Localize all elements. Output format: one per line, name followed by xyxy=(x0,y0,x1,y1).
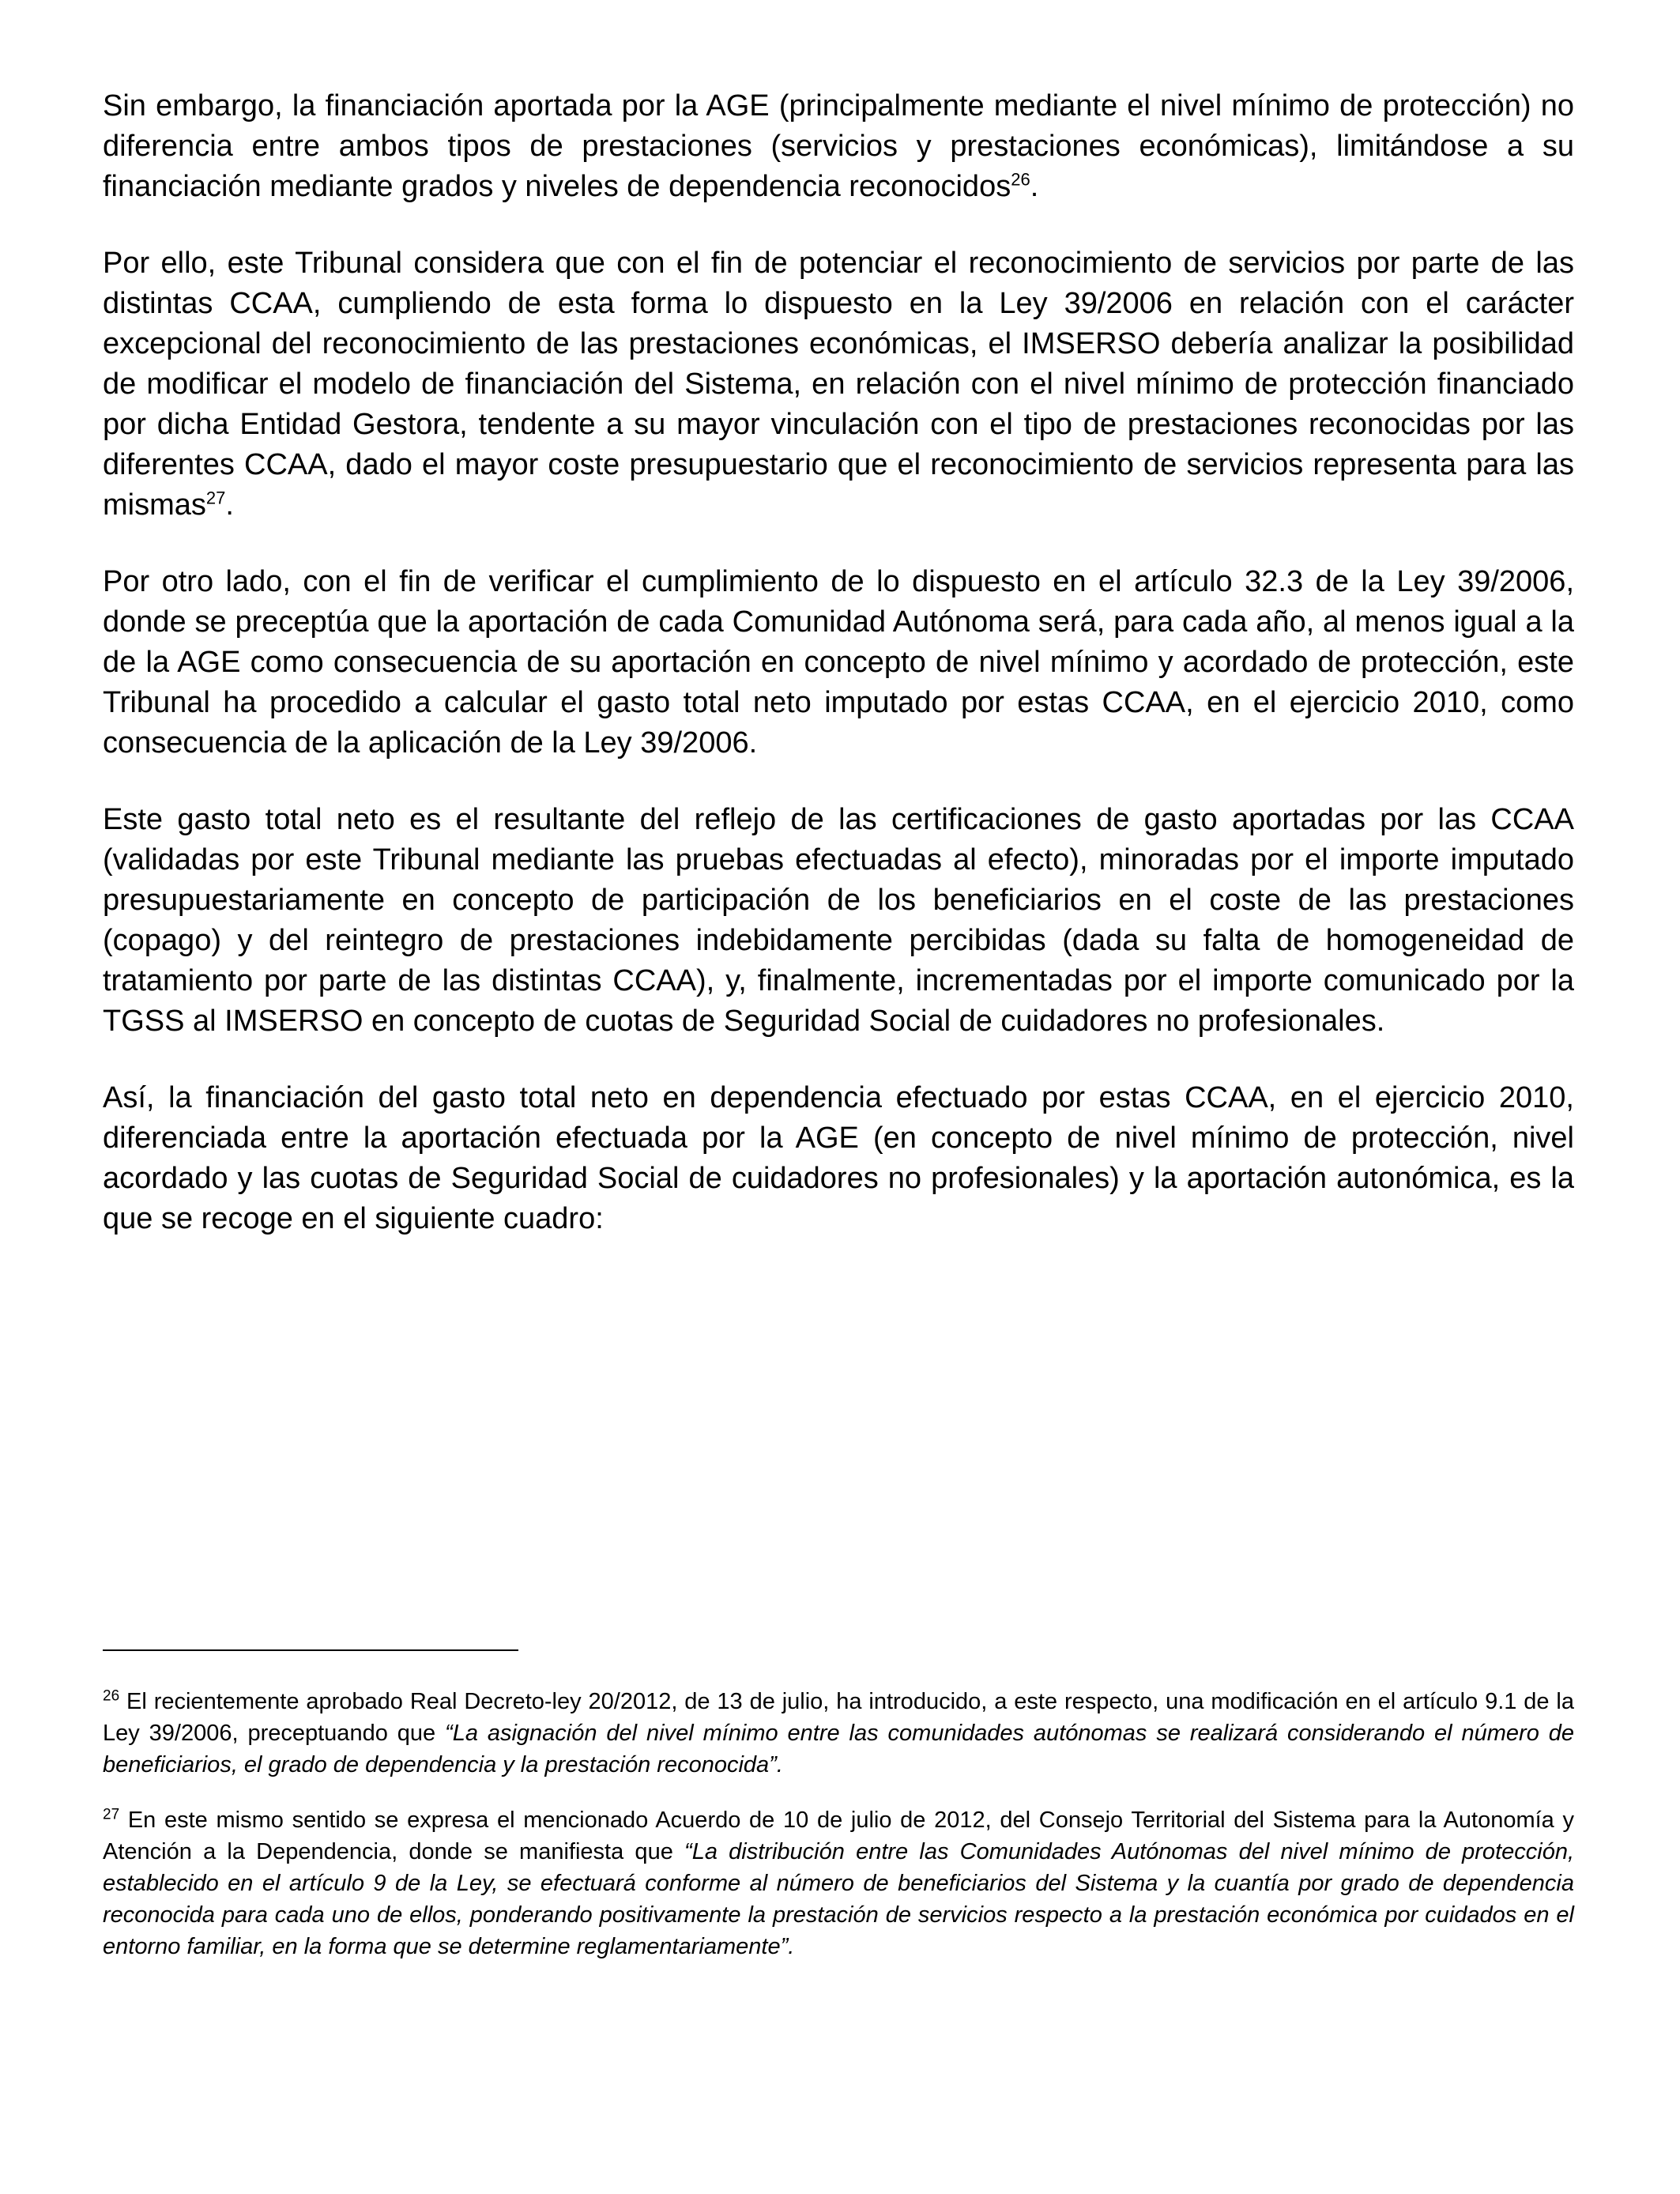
paragraph-2: Por ello, este Tribunal considera que con el fin de potenciar el reconocimiento de servicios por parte de las distintas CCAA, cumpliendo de esta forma lo dispuesto en la Ley 39/2006 en relación con el carácter excepcional del reconocimiento de las prestaciones económicas, el IMSERSO debería analizar la posibilidad de modificar el modelo de financiación del Sistema, en relación con el nivel mínimo de protección financiado por dicha Entidad Gestora, tendente a su mayor vinculación con el tipo de prestaciones reconocidas por las diferentes CCAA, dado el mayor coste presupuestario que el reconocimiento de servicios representa para las mismas$^{27}$. xyxy=(103,247,1574,522)
paragraph-3: Por otro lado, con el fin de verificar el cumplimiento de lo dispuesto en el artículo 32.3 de la Ley 39/2006, donde se preceptúa que la aportación de cada Comunidad Autónoma será, para cada año, al menos igual a la de la AGE como consecuencia de su aportación en concepto de nivel mínimo y acordado de protección, este Tribunal ha procedido a calcular el gasto total neto imputado por estas CCAA, en el ejercicio 2010, como consecuencia de la aplicación de la Ley 39/2006. xyxy=(103,565,1574,760)
footnote-number: 26 xyxy=(103,1687,120,1705)
footnote-27: $^{27}$ En este mismo sentido se expresa el mencionado Acuerdo de 10 de julio de 2012, del Consejo Territorial del Sistema para la Autonomía y Atención a la Dependencia, donde se manifiesta que “La distribución entre las Comunidades Autónomas del nivel mínimo de protección, establecido en el artículo 9 de la Ley, se efectuará conforme al número de beneficiarios del Sistema y la cuantía por grado de dependencia reconocida para cada uno de ellos, ponderando positivamente la prestación de servicios respecto a la prestación económica por cuidados en el entorno familiar, en la forma que se determine reglamentariamente”. xyxy=(103,1806,1575,1959)
footnote-ref-26[interactable]: 26 xyxy=(1011,169,1030,190)
footnote-quote: “La distribución entre las Comunidades Autónomas del nivel mínimo de protección, establecido en el artículo 9 de la Ley, se efectuará conforme al número de beneficiarios del Sistema y la cuantía por grado de dependencia reconocida para cada uno de ellos, ponderando positivamente la prestación de servicios respecto a la prestación económica por cuidados en el entorno familiar, en la forma que se determine reglamentariamente”. xyxy=(103,1839,1575,1959)
footnote-26: $^{26}$ El recientemente aprobado Real Decreto-ley 20/2012, de 13 de julio, ha introducido, a este respecto, una modificación en el artículo 9.1 de la Ley 39/2006, preceptuando que “La asignación del nivel mínimo entre las comunidades autónomas se realizará considerando el número de beneficiarios, el grado de dependencia y la prestación reconocida”. xyxy=(103,1687,1574,1777)
footnote-quote: “La asignación del nivel mínimo entre las comunidades autónomas se realizará considerando el número de beneficiarios, el grado de dependencia y la prestación reconocida”. xyxy=(103,1721,1574,1777)
paragraph-1: Sin embargo, la financiación aportada por la AGE (principalmente mediante el nivel mínimo de protección) no diferencia entre ambos tipos de prestaciones (servicios y prestaciones económicas), limitándose a su financiación mediante grados y niveles de dependencia reconocidos$^{26}$. xyxy=(103,89,1574,203)
paragraph-5: Así, la financiación del gasto total neto en dependencia efectuado por estas CCAA, en el ejercicio 2010, diferenciada entre la aportación efectuada por la AGE (en concepto de nivel mínimo de protección, nivel acordado y las cuotas de Seguridad Social de cuidadores no profesionales) y la aportación autonómica, es la que se recoge en el siguiente cuadro: xyxy=(103,1081,1574,1235)
paragraph-4: Este gasto total neto es el resultante del reflejo de las certificaciones de gasto aportadas por las CCAA (validadas por este Tribunal mediante las pruebas efectuadas al efecto), minoradas por el importe imputado presupuestariamente en concepto de participación de los beneficiarios en el coste de las prestaciones (copago) y del reintegro de prestaciones indebidamente percibidas (dada su falta de homogeneidad de tratamiento por parte de las distintas CCAA), y, finalmente, incrementadas por el importe comunicado por la TGSS al IMSERSO en concepto de cuotas de Seguridad Social de cuidadores no profesionales. xyxy=(103,803,1574,1038)
footnote-number: 27 xyxy=(103,1806,120,1823)
footnote-ref-27[interactable]: 27 xyxy=(205,488,226,508)
body-text xyxy=(103,86,1574,1276)
footnote-separator xyxy=(103,1649,518,1651)
footnotes xyxy=(103,1686,1574,1986)
